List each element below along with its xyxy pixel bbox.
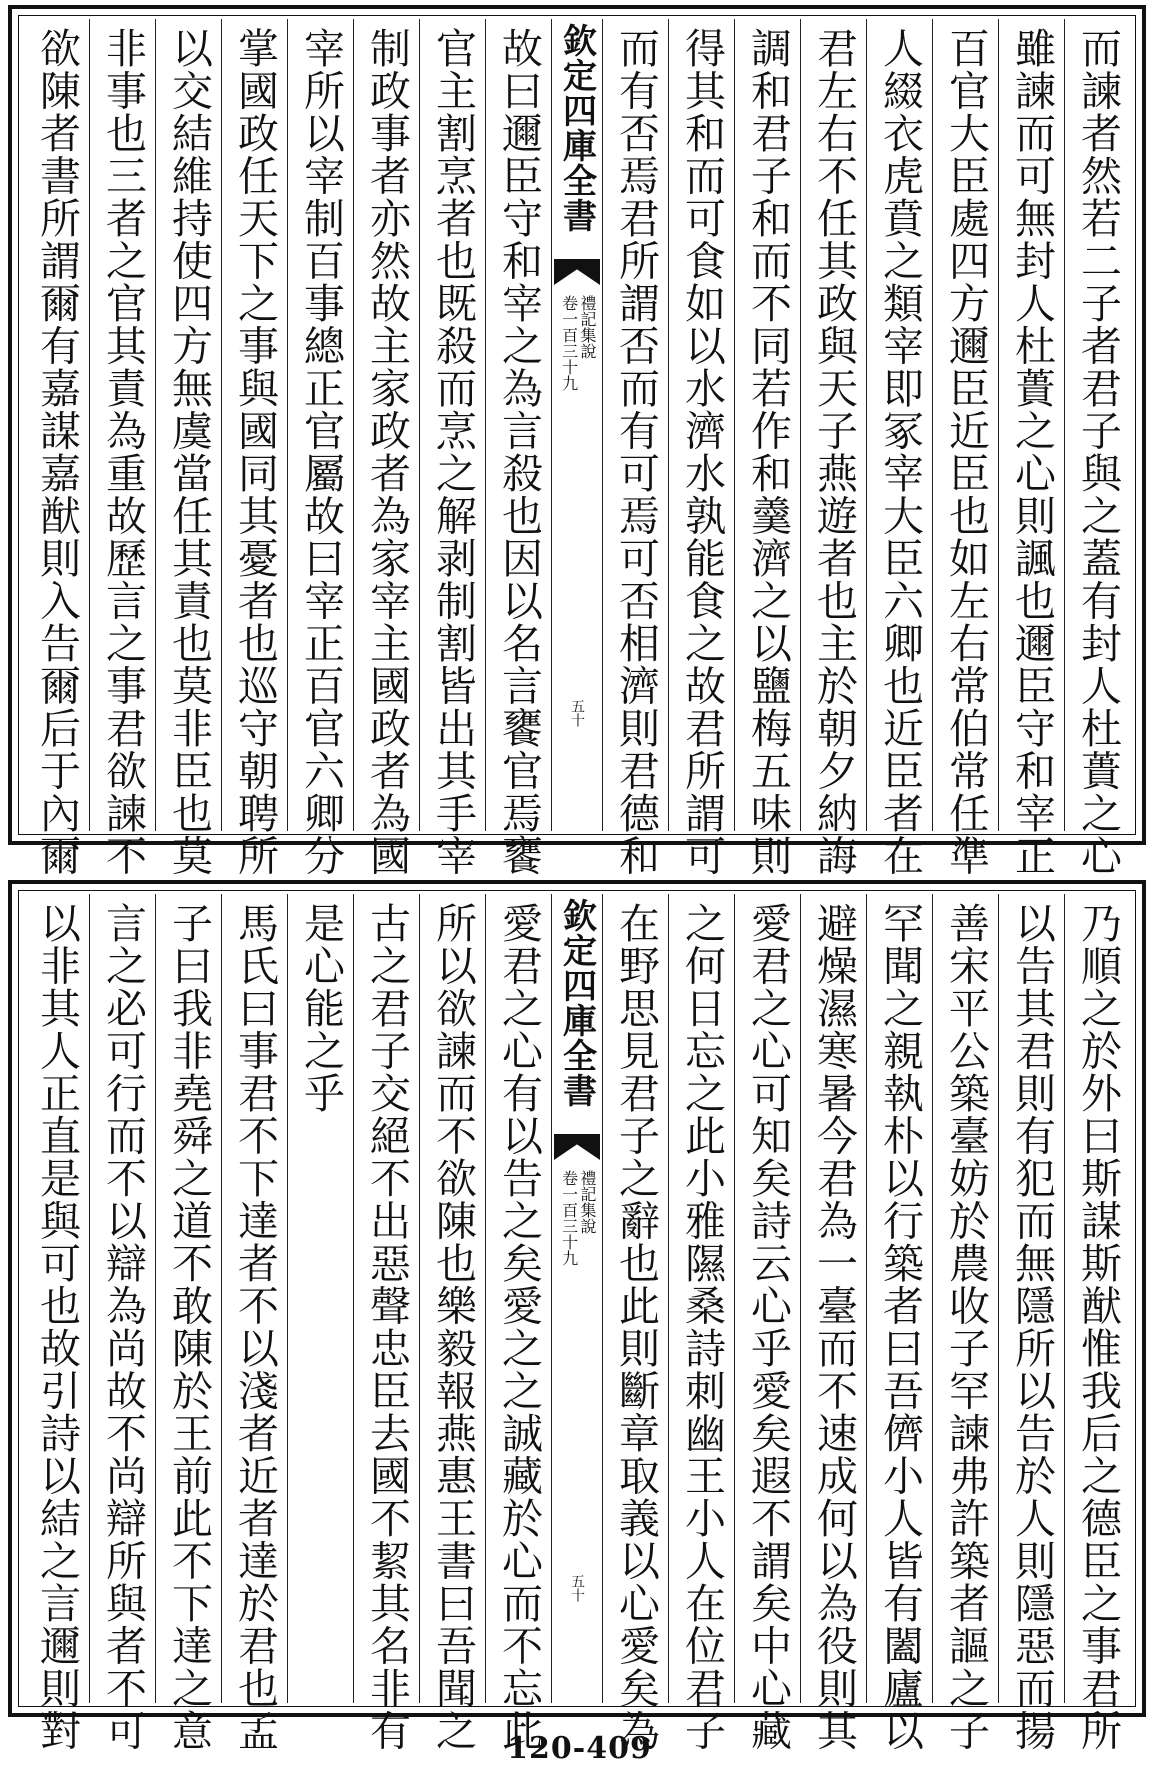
text-column: 罕聞之親執朴以行築者曰吾儕小人皆有闔廬以 bbox=[866, 894, 932, 1703]
leaf-number: 五十 bbox=[569, 1574, 585, 1602]
fish-tail-mark-icon bbox=[554, 1134, 600, 1160]
text-column: 君左右不任其政與天子燕遊者也主於朝夕納誨 bbox=[800, 19, 866, 831]
text-column: 百官大臣處四方邇臣近臣也如左右常伯常任準 bbox=[932, 19, 998, 831]
text-column: 馬氏曰事君不下達者不以淺者近者達於君也孟 bbox=[221, 894, 287, 1703]
text-column: 所以欲諫而不欲陳也樂毅報燕惠王書曰吾聞之 bbox=[419, 894, 485, 1703]
columns-upper bbox=[24, 19, 1130, 877]
text-column: 官主割烹者也既殺而烹之解剥制割皆出其手宰 bbox=[419, 19, 485, 831]
text-column: 愛君之心有以告之矣愛之之誠藏於心而不忘此 bbox=[485, 894, 551, 1703]
text-column: 在野思見君子之辭也此則斷章取義以心愛矣為 bbox=[602, 894, 668, 1703]
text-column: 善宋平公築臺妨於農收子罕諫弗許築者謳之子 bbox=[932, 894, 998, 1703]
fish-tail-mark-icon bbox=[554, 259, 600, 285]
text-column: 以告其君則有犯而無隱所以告於人則隱惡而揚 bbox=[998, 894, 1064, 1703]
text-column: 而有否焉君所謂否而有可焉可否相濟則君德和 bbox=[602, 19, 668, 831]
text-column: 故曰邇臣守和宰之為言殺也因以名言饔官焉饔 bbox=[485, 19, 551, 831]
page-block-upper bbox=[8, 5, 1146, 877]
text-column: 調和君子和而不同若作和羹濟之以鹽梅五味則 bbox=[734, 19, 800, 831]
chapter-subheader: 禮記集說 卷一百三十九 bbox=[559, 1170, 597, 1266]
page-number: 120-409 bbox=[507, 1731, 652, 1766]
text-column: 制政事者亦然故主家政者為家宰主國政者為國 bbox=[353, 19, 419, 831]
chapter-subheader: 禮記集說 卷一百三十九 bbox=[559, 295, 597, 391]
text-column: 掌國政任天下之事與國同其憂者也巡守朝聘所 bbox=[221, 19, 287, 831]
center-margin-column bbox=[551, 894, 602, 1703]
leaf-number: 五十 bbox=[569, 699, 585, 727]
text-column: 宰所以宰制百事總正官屬故曰宰正百官六卿分 bbox=[287, 19, 353, 831]
book-title-header: 欽定四庫全書 bbox=[556, 23, 597, 233]
text-column: 乃順之於外曰斯謀斯猷惟我后之德臣之事君所 bbox=[1064, 894, 1130, 1703]
text-column: 雖諫而可無封人杜蕢之心則諷也邇臣守和宰正 bbox=[998, 19, 1064, 831]
text-column: 是心能之乎 bbox=[287, 894, 353, 1703]
text-column: 欲陳者書所謂爾有嘉謀嘉猷則入告爾后于內爾 bbox=[33, 27, 82, 877]
text-column: 愛君之心可知矣詩云心乎愛矣遐不謂矣中心藏 bbox=[734, 894, 800, 1703]
text-column: 之何日忘之此小雅隰桑詩刺幽王小人在位君子 bbox=[668, 894, 734, 1703]
text-column: 言之必可行而不以辯為尚故不尚辯所與者不可 bbox=[89, 894, 155, 1703]
center-margin-column bbox=[551, 19, 602, 831]
book-title-header: 欽定四庫全書 bbox=[556, 898, 597, 1108]
text-column: 避燥濕寒暑今君為一臺而不速成何以為役則其 bbox=[800, 894, 866, 1703]
text-column: 以交結維持使四方無虞當任其責也莫非臣也莫 bbox=[155, 19, 221, 831]
text-column: 得其和而可食如以水濟水孰能食之故君所謂可 bbox=[668, 19, 734, 831]
text-column: 以非其人正直是與可也故引詩以結之言邇則對 bbox=[33, 902, 82, 1752]
text-column: 古之君子交絕不出惡聲忠臣去國不絜其名非有 bbox=[353, 894, 419, 1703]
text-column: 人綴衣虎賁之類宰即冢宰大臣六卿也近臣者在 bbox=[866, 19, 932, 831]
text-column: 非事也三者之官其責為重故歷言之事君欲諫不 bbox=[89, 19, 155, 831]
text-column: 子曰我非堯舜之道不敢陳於王前此不下達之意 bbox=[155, 894, 221, 1703]
text-column: 而諫者然若二子者君子與之蓋有封人杜蕢之心 bbox=[1064, 19, 1130, 831]
